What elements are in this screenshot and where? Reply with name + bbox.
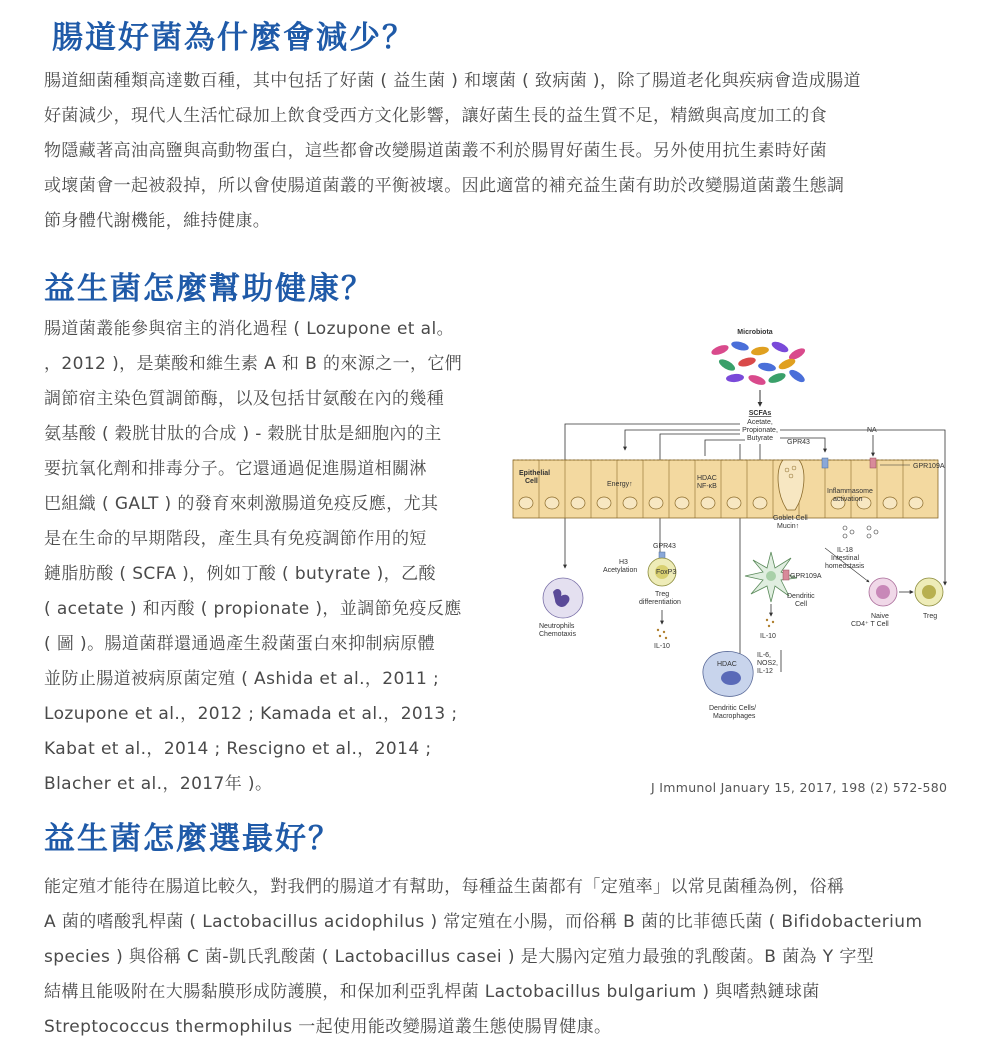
paragraph-line: 好菌減少，現代人生活忙碌加上飲食受西方文化影響，讓好菌生長的益生質不足，精緻與高度加工的食 [44, 106, 827, 126]
paragraph-line: 鏈脂肪酸 ( SCFA )，例如丁酸 ( butyrate )，乙酸 [44, 564, 436, 584]
il10-dots-icon [657, 629, 667, 639]
figure-caption: J Immunol January 15, 2017, 198 (2) 572-580 [651, 780, 948, 795]
naive-t-cell-icon [869, 578, 897, 606]
il10-left-label: IL-10 [654, 643, 670, 650]
paragraph-line: Blacher et al.，2017年 )。 [44, 774, 273, 794]
microbiota-label: Microbiota [737, 329, 773, 336]
section-title-how-help: 益生菌怎麼幫助健康？ [44, 271, 374, 307]
treg-cell-icon [915, 578, 943, 606]
scfa-butyrate: Butyrate [746, 435, 774, 442]
paragraph-line: Streptococcus thermophilus 一起使用能改變腸道叢生態使腸胃健康。 [44, 1017, 612, 1037]
chemotaxis-label: Chemotaxis [539, 631, 576, 638]
macrophage-icon [703, 651, 753, 696]
gpr43-top-label: GPR43 [787, 439, 810, 446]
scfa-propionate: Propionate, [742, 427, 778, 434]
paragraph-line: ，2012 )，是葉酸和維生素 A 和 B 的來源之一，它們 [44, 354, 463, 374]
gpr109a-right-label: GPR109A [913, 463, 945, 470]
paragraph-line: 能定殖才能待在腸道比較久，對我們的腸道才有幫助，每種益生菌都有「定殖率」以常見菌種為例，俗稱 [44, 877, 845, 897]
paragraph-line: 氨基酸 ( 穀胱甘肽的合成 ) - 穀胱甘肽是細胞內的主 [44, 424, 442, 444]
section-paragraph-how-help [44, 312, 494, 802]
epithelial-label: Epithelial [519, 470, 551, 477]
paragraph-line: 或壞菌會一起被殺掉，所以會使腸道菌叢的平衡被壞。因此適當的補充益生菌有助於改變腸道菌叢生態調 [44, 176, 845, 196]
treg-label: Treg [923, 613, 938, 620]
epithelial-label: Cell [525, 478, 538, 485]
il6-label: IL-6, [757, 652, 772, 659]
paragraph-line: 腸道細菌種類高達數百種，其中包括了好菌 ( 益生菌 ) 和壞菌 ( 致病菌 )，除了腸道老化與疾病會造成腸道 [44, 71, 861, 91]
paragraph-line: ( acetate ) 和丙酸 ( propionate )，並調節免疫反應 [44, 599, 462, 619]
energy-label: Energy↑ [607, 481, 633, 488]
homeostasis-label: homeostasis [825, 563, 865, 570]
gpr109a-mid-label: GPR109A [790, 573, 822, 580]
scfa-acetate: Acetate, [747, 419, 773, 426]
paragraph-line: 並防止腸道被病原菌定殖 ( Ashida et al.，2011 ; [44, 669, 440, 689]
acetylation-label: Acetylation [603, 567, 638, 574]
paragraph-line: 要抗氧化劑和排毒分子。它還通過促進腸道相關淋 [44, 459, 427, 479]
il18-label: IL-18 [837, 547, 853, 554]
hdac-label: HDAC [697, 475, 717, 482]
neutrophils-label: Neutrophils [539, 623, 575, 630]
il12-label: IL-12 [757, 668, 773, 675]
il10-right-label: IL-10 [760, 633, 776, 640]
h3-label: H3 [619, 559, 628, 566]
naive-label: Naive [871, 613, 889, 620]
cd4-label: CD4⁺ T Cell [851, 621, 889, 628]
cell-label: Cell [795, 601, 808, 608]
epithelial-layer [513, 460, 938, 518]
paragraph-line: Lozupone et al.，2012 ; Kamada et al.，2013 ; [44, 704, 458, 724]
foxp3-label: FoxP3 [656, 569, 677, 576]
macrophages-label: Dendritic Cells/ [709, 705, 757, 712]
paragraph-line: A 菌的嗜酸乳桿菌 ( Lactobacillus acidophilus ) 常定殖在小腸，而俗稱 B 菌的比菲德氏菌 ( Bifidobacterium [44, 912, 923, 932]
neutrophil-cell-icon [543, 578, 583, 618]
section-paragraph-why-decrease [44, 64, 954, 239]
paragraph-line: 節身體代謝機能，維持健康。 [44, 211, 271, 231]
hdac-low-label: HDAC [717, 661, 737, 668]
section-title-how-choose: 益生菌怎麼選最好？ [44, 821, 341, 857]
paragraph-line: 腸道菌叢能參與宿主的消化過程 ( Lozupone et al。 [44, 319, 455, 339]
il18-dots-icon [843, 526, 878, 538]
paragraph-line: Kabat et al.，2014 ; Rescigno et al.，2014 ; [44, 739, 432, 759]
nos2-label: NOS2, [757, 660, 779, 667]
gpr43-receptor-icon [822, 458, 828, 468]
gpr43-mid-label: GPR43 [653, 543, 676, 550]
paragraph-line: 調節宿主染色質調節酶，以及包括甘氨酸在內的幾種 [44, 389, 445, 409]
section-paragraph-how-choose [44, 870, 960, 1045]
dendritic-label: Dendritic [787, 593, 815, 600]
na-label: NA [867, 427, 877, 434]
macrophages-label-2: Macrophages [713, 713, 756, 720]
section-title-why-decrease: 腸道好菌為什麼會減少？ [52, 20, 415, 56]
paragraph-line: 是在生命的早期階段，產生具有免疫調節作用的短 [44, 529, 427, 549]
paragraph-line: 物隱藏著高油高鹽與高動物蛋白，這些都會改變腸道菌叢不利於腸胃好菌生長。另外使用抗生素時好菌 [44, 141, 827, 161]
differentiation-label: differentiation [639, 599, 681, 606]
figure-diagram [505, 320, 960, 760]
intestinal-label: Intestinal [831, 555, 860, 562]
goblet-label: Goblet Cell [773, 515, 808, 522]
nfkb-label: NF-κB [697, 483, 717, 490]
scfa-immune-figure [505, 320, 960, 760]
paragraph-line: ( 圖 )。腸道菌群還通過產生殺菌蛋白來抑制病原體 [44, 634, 436, 654]
il10-right-dots-icon [766, 619, 774, 627]
paragraph-line: 結構且能吸附在大腸黏膜形成防護膜，和保加利亞乳桿菌 Lactobacillus bulgarium ) 與嗜熱鏈球菌 [44, 982, 820, 1002]
gpr109a-receptor-icon [870, 458, 876, 468]
activation-label: activation [833, 496, 863, 503]
treg-diff-label: Treg [655, 591, 670, 598]
mucin-label: Mucin↑ [777, 523, 800, 530]
inflammasome-label: Inflammasome [827, 488, 873, 495]
bacteria-cluster-icon [710, 340, 807, 387]
paragraph-line: 巴組織 ( GALT ) 的發育來刺激腸道免疫反應，尤其 [44, 494, 439, 514]
paragraph-line: species ) 與俗稱 C 菌-凱氏乳酸菌 ( Lactobacillus casei ) 是大腸內定殖力最強的乳酸菌。B 菌為 Y 字型 [44, 947, 875, 967]
scfas-label: SCFAs [748, 410, 772, 417]
